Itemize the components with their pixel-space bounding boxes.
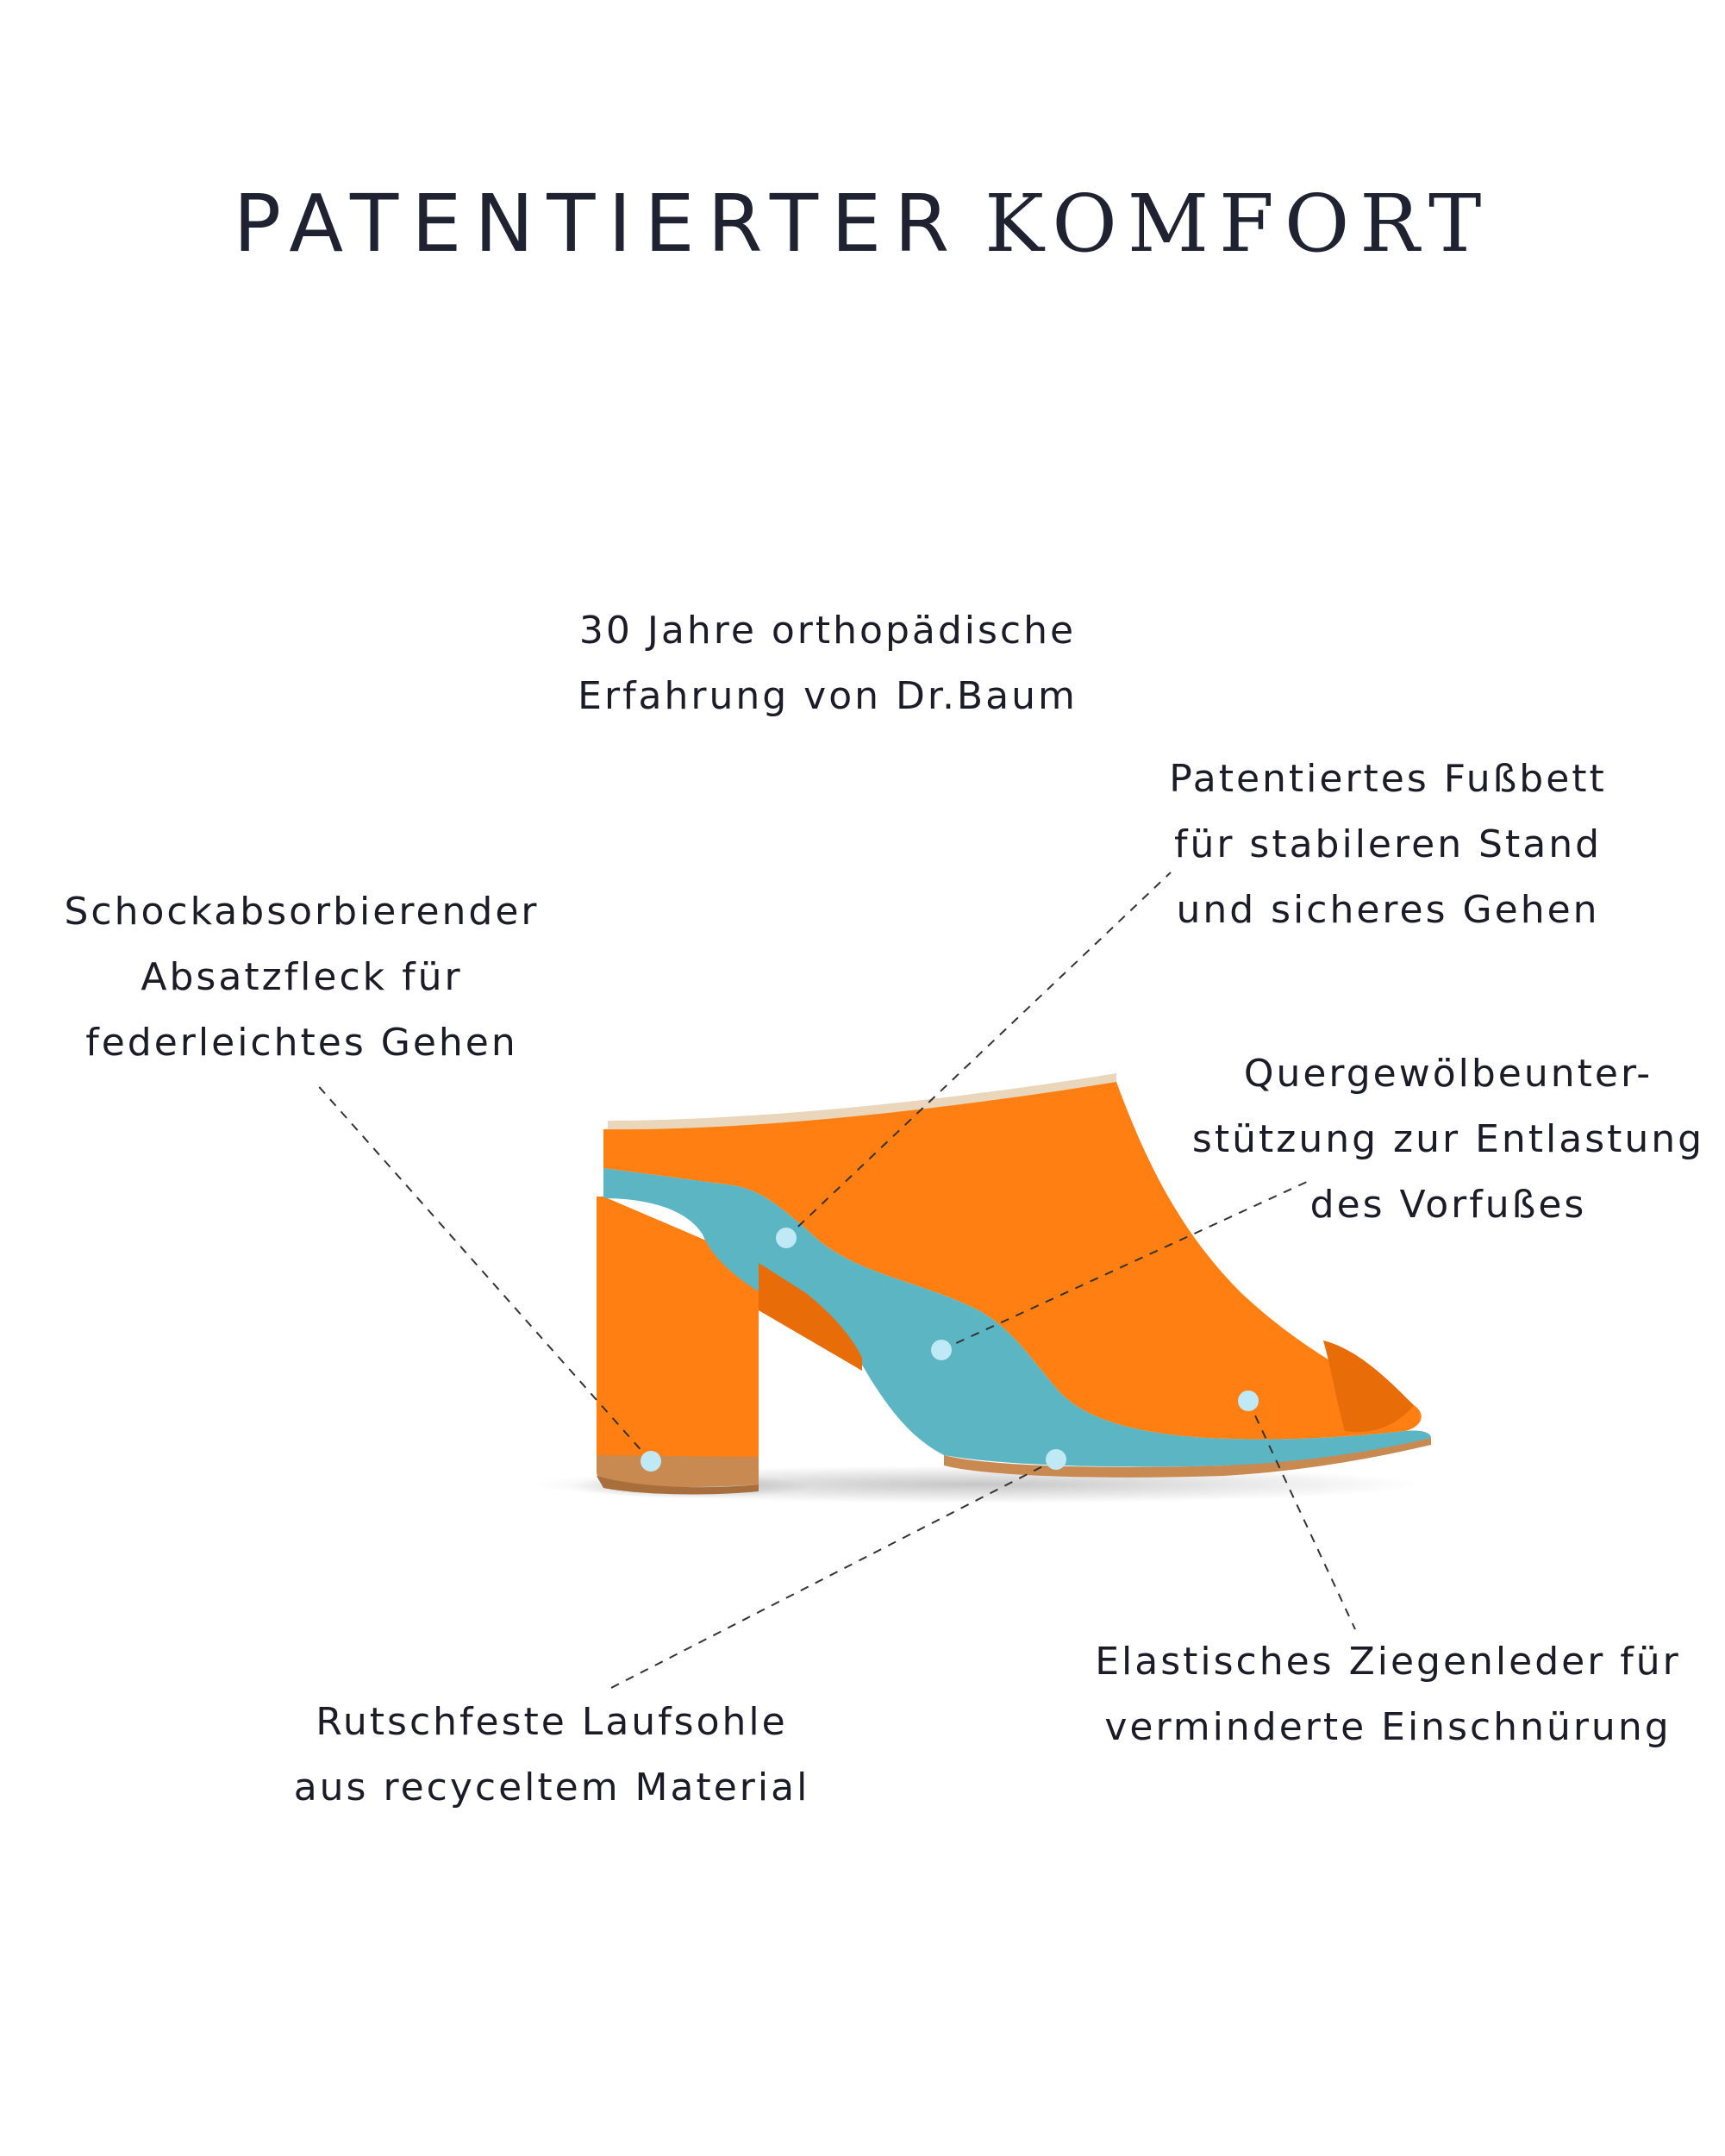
callout-line: Schockabsorbierender <box>64 890 540 934</box>
callout-line: für stabileren Stand <box>1173 822 1603 866</box>
callout-line: Elastisches Ziegenleder für <box>1095 1640 1681 1684</box>
callout-line: aus recyceltem Material <box>293 1765 810 1809</box>
title-part-1: PATENTIERTER <box>233 178 963 270</box>
callout-line: Erfahrung von Dr.Baum <box>578 674 1078 718</box>
callout-line: und sicheres Gehen <box>1176 888 1600 932</box>
callout-outsole <box>284 1690 819 1821</box>
marker-heel-cap <box>641 1451 661 1472</box>
callout-experience <box>560 598 1095 729</box>
marker-outsole <box>1046 1449 1066 1470</box>
marker-footbed <box>776 1228 797 1248</box>
marker-leather <box>1238 1390 1259 1411</box>
callout-footbed <box>1147 747 1629 943</box>
marker-arch-support <box>931 1340 952 1360</box>
callout-line: des Vorfußes <box>1309 1183 1587 1227</box>
callout-line: Rutschfeste Laufsohle <box>316 1700 788 1744</box>
callout-line: verminderte Einschnürung <box>1104 1705 1672 1749</box>
callout-line: Absatzfleck für <box>141 955 463 999</box>
callout-line: federleichtes Gehen <box>85 1021 518 1065</box>
callout-heel-cap <box>52 879 552 1076</box>
callout-arch-support <box>1181 1041 1716 1238</box>
callout-line: Quergewölbeunter- <box>1243 1052 1653 1096</box>
callout-line: 30 Jahre orthopädische <box>578 609 1077 653</box>
callout-line: Patentiertes Fußbett <box>1169 757 1607 801</box>
title-part-2: KOMFORT <box>984 178 1492 270</box>
callout-line: stützung zur Entlastung <box>1191 1117 1705 1161</box>
callout-leather <box>1086 1629 1690 1760</box>
